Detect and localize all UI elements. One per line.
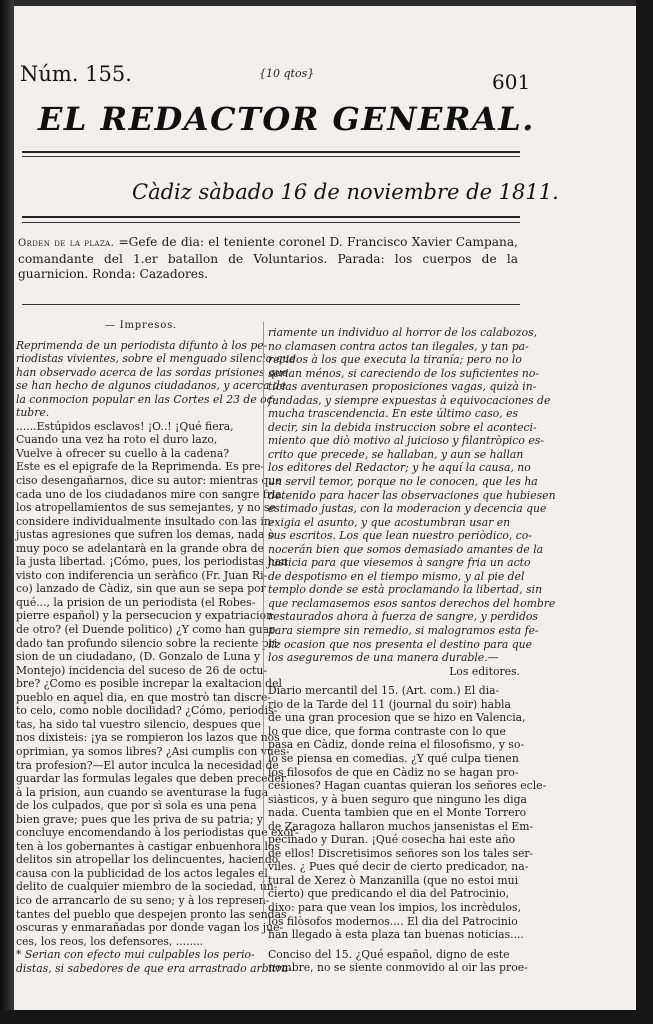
editors-note-line: un servil temor, porque no le conocen, que les ha [268,475,538,489]
section-heading: — Impresos. [105,320,177,331]
impresos-line: ciso desengañarnos, dice su autor: mientras que [16,474,282,488]
dateline: Càdiz sàbado 16 de noviembre de 1811. [132,180,559,204]
impresos-line: riodistas vivientes, sobre el menguado silencio que [16,352,296,366]
diario-line: de una gran procesion que se hizo en Valencia, [268,711,526,725]
editors-note-line: los aseguremos de una manera durable.— [268,651,499,665]
impresos-line: han observado acerca de las sordas prisiones que [16,365,289,379]
impresos-line: guardar las formulas legales que deben preceder [16,772,287,786]
orden-de-la-plaza [18,235,518,283]
impresos-line: Este es el epigrafe de la Reprimenda. Es pre- [16,460,265,474]
diario-line: tural de Xerez ò Manzanilla (que no estoi mui [268,873,519,887]
diario-line: de ellos! Discretisimos señores son los tales ser- [268,846,534,860]
diario-line: los filosofos de que en Càdiz no se hagan pro- [268,765,519,779]
impresos-line: visto con indiferencia un seràfico (Fr. Juan Ri- [16,568,268,582]
title-rule-top [22,151,520,153]
diario-line: pasa en Càdiz, donde reina el filosofismo, y so- [268,738,525,752]
impresos-line: à la prision, aun cuando se aventurase la fuga [16,785,269,799]
impresos-line: nos dixisteis: ¡ya se rompieron los lazos que nos [16,731,280,745]
editors-note-line: miento que diò motivo al juicioso y filantròpico es- [268,434,544,448]
impresos-line: Montejo) incidencia del suceso de 26 de octu- [16,663,267,677]
impresos-line: ......Estúpidos esclavos! ¡O..! ¡Qué fiera, [16,419,234,433]
bottom-page-edge [0,1010,653,1024]
impresos-line: pierre español) y la persecucion y expatriacion [16,609,274,623]
left-column [16,319,299,975]
diario-line: pecinado y Duran. ¡Qué cosecha hai este año [268,833,516,847]
right-column [268,326,556,975]
editors-signature: Los editores. [449,664,520,678]
editors-note-line: de despotismo en el tiempo mismo, y al pie del [268,569,525,583]
impresos-line: delito de cualquier miembro de la sociedad, ún- [16,880,278,894]
orden-text: =Gefe de dia: el teniente coronel D. Francisco Xavier Campana, comandante del 1.er batallon de Voluntarios. Parada: los cuerpos de la guarnicion. Ronda: Cazadores. [18,235,519,281]
editors-note-line: fundadas, y siempre expuestas à equivocaciones de [268,393,551,407]
impresos-line: de otro? (el Duende politico) ¿Y como han guar- [16,623,278,637]
impresos-line: ten à los gobernantes à castigar enbuenhora los [16,839,280,853]
title-rule-bottom [22,156,520,157]
book-spine-shadow [0,0,14,1024]
diario-line: de Zaragoza hallaron muchos jansenistas el Em- [268,819,534,833]
impresos-line: concluye encomendando à los periodistas que exòr- [16,826,299,840]
editors-note-line: que reclamasemos esos santos derechos del hombre [268,596,556,610]
diario-line: siàsticos, y à buen seguro que ninguno les diga [268,792,527,806]
editors-note-line: ticias aventurasen proposiciones vagas, quizà in- [268,380,537,394]
impresos-line: oscuras y enmarañadas por donde vagan los jue- [16,921,284,935]
impresos-line: bien grave; pues que les priva de su patria; y [16,812,263,826]
impresos-line: de los culpados, que por sì sola es una pena [16,799,257,813]
diario-line: lo se piensa en comedias. ¿Y qué culpa tienen [268,751,519,765]
diario-line: cesiones? Hagan cuantas quieran los señores ecle- [268,779,547,793]
column-divider [263,322,264,912]
impresos-line: qué..., la prision de un periodista (el Robes- [16,595,256,609]
impresos-line: tas, ha sido tal vuestro silencio, despues que [16,717,261,731]
impresos-line: causa con la publicidad de los actos legales el [16,866,268,880]
editors-note-line: crito que precede, se hallaban, y aun se hallan [268,447,524,461]
diario-line: dixo: para que vean los impios, los incrèdulos, [268,900,522,914]
newspaper-page [14,6,636,1010]
impresos-line: delitos sin atropellar los delincuentes, haciendo [16,853,279,867]
diario-line: nada. Cuenta tambien que en el Monte Torrero [268,806,527,820]
newspaper-title: EL REDACTOR GENERAL. [38,100,535,138]
diario-line: lo que dice, que forma contraste con lo que [268,724,506,738]
editors-note-line: para siempre sin remedio, si malogramos esta fe- [268,624,539,638]
impresos-line: bre? ¿Como es posible increpar la exaltacion del [16,677,282,691]
editors-note-line: sus escritos. Los que lean nuestro periòdico, co- [268,529,532,543]
impresos-line: oprimian, ya somos libres? ¿Asi cumplis con vues- [16,744,290,758]
impresos-line: considere individualmente insultado con las in- [16,514,275,528]
impresos-line: tubre. [16,406,50,420]
impresos-line: tantes del pueblo que despejen pronto las sendas [16,907,287,921]
page-number: 601 [492,70,531,94]
editors-note-line: mucha trascendencia. En este último caso, es [268,407,519,421]
orden-label: Orden de la plaza. [18,238,115,249]
impresos-line: muy poco se adelantarà en la grande obra de [16,541,264,555]
impresos-line: dado tan profundo silencio sobre la reciente pri- [16,636,281,650]
date-rule-top [22,216,520,218]
impresos-line: distas, si sabedores de que era arrastrado arbitra- [16,961,292,975]
impresos-line: tra profesion?—El autor inculca la necesidad de [16,758,279,772]
impresos-line: cada uno de los ciudadanos mire con sangre fria [16,487,282,501]
editors-note-line: riamente un individuo al horror de los calabozos, [268,326,538,339]
impresos-line: Vuelve à ofrecer su cuello à la cadena? [16,446,230,460]
editors-note-line: decir, sin la debida instruccion sobre el aconteci- [268,420,537,434]
impresos-line: Reprimenda de un periodista difunto à los pe- [16,338,268,352]
impresos-line: la conmocion popular en las Cortes el 23 de oc- [16,392,277,406]
impresos-line: se han hecho de algunos ciudadanos, y acerca de [16,379,287,393]
editors-note-line: detenido para hacer las observaciones que hubiesen [268,488,556,502]
conciso-line: Conciso del 15. ¿Qué español, digno de este [268,947,510,961]
diario-line: rio de la Tarde del 11 (journal du soir) habla [268,697,511,711]
impresos-line: sion de un ciudadano, (D. Gonzalo de Luna y [16,650,261,664]
editors-note-line: justicia para que viesemos à sangre fria un acto [268,556,531,570]
editors-note-line: exigia el asunto, y que acostumbran usar en [268,515,511,529]
editors-note-line: templo donde se està proclamando la libertad, sin [268,583,543,597]
diario-line: cierto) que predicando el dia del Patrocinio, [268,887,510,901]
diario-line: los filòsofos modernos.... El dia del Patrocinio [268,914,518,928]
impresos-line: * Serian con efecto mui culpables los perio- [16,948,255,962]
editors-note-line: recidos à los que executa la tiranía; pero no lo [268,353,522,367]
impresos-line: ces, los reos, los defensores, ........ [16,934,204,948]
issue-number: Núm. 155. [20,62,132,86]
date-rule-bottom [22,222,520,223]
section-rule [22,304,520,305]
impresos-line: justas agresiones que sufren los demas, nada ò [16,528,275,542]
impresos-line: ico de arrancarlo de su seno; y à los represen- [16,893,270,907]
diario-line: viles. ¿ Pues qué decir de cierto predicador, na- [268,860,529,874]
editors-note-line: nocerán bien que somos demasiado amantes de la [268,542,544,556]
diario-line: han llegado à esta plaza tan buenas noticias.... [268,928,524,942]
impresos-line: co) lanzado de Càdiz, sin que aun se sepa por [16,582,266,596]
editors-note-line: estimado justas, con la moderacion y decencia que [268,502,547,516]
editors-note-line: no clamasen contra actos tan ilegales, y tan pa- [268,339,529,353]
impresos-line: los atropellamientos de sus semejantes, y no se [16,501,276,515]
editors-note-line: serian ménos, si careciendo de los suficientes no- [268,366,540,380]
impresos-line: to celo, como noble docilidad? ¿Cómo, periodis- [16,704,278,718]
issue-price: {10 qtos} [259,67,315,80]
editors-note-line: restaurados ahora à fuerza de sangre, y perdidos [268,610,538,624]
conciso-line: nombre, no se siente conmovido al oir las proe- [268,961,528,975]
editors-note-line: liz ocasion que nos presenta el destino para que [268,637,532,651]
right-page-edge [636,0,653,1024]
diario-line: Diario mercantil del 15. (Art. com.) El dia- [268,684,500,698]
impresos-line: pueblo en aquel dia, en que mostrò tan discre- [16,690,272,704]
editors-note-line: los editores del Redactor; y he aquí la causa, no [268,461,531,475]
impresos-line: la justa libertad. ¡Cómo, pues, los periodistas han [16,555,288,569]
impresos-line: Cuando una vez ha roto el duro lazo, [16,433,218,447]
